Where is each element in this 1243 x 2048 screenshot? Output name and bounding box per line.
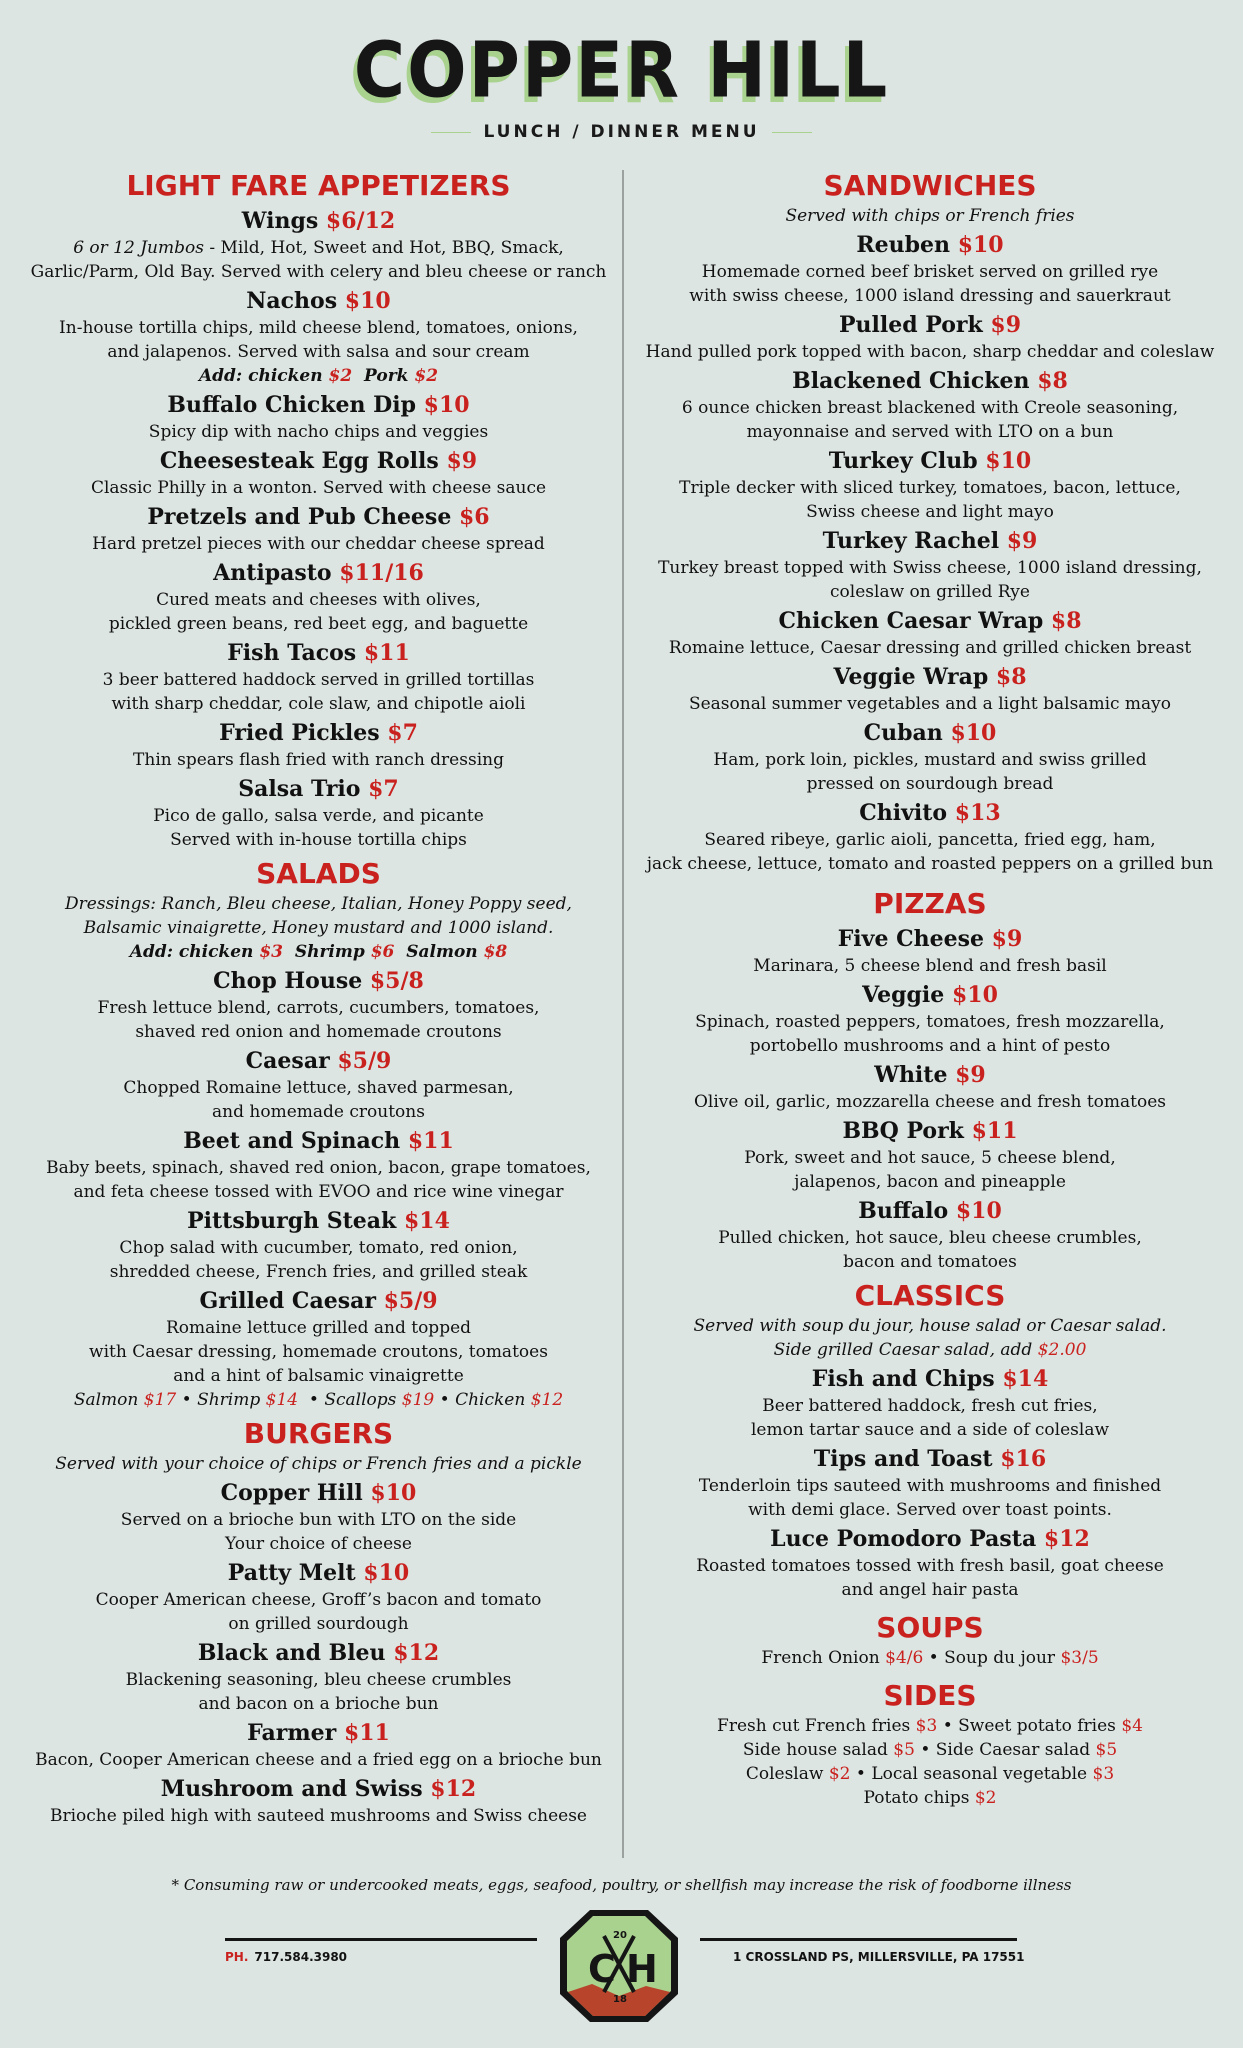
side-name: Local seasonal vegetable bbox=[871, 1764, 1088, 1784]
classics-note-text: Side grilled Caesar salad, add bbox=[773, 1340, 1033, 1360]
item-price: $13 bbox=[954, 800, 1001, 826]
item-name: Beet and Spinach bbox=[183, 1128, 401, 1154]
item-name: Fish Tacos bbox=[227, 640, 357, 666]
item-desc: Fresh lettuce blend, carrots, cucumbers, tomatoes, bbox=[97, 998, 540, 1018]
sides-row: Side house salad $5 • Side Caesar salad $5 bbox=[742, 1740, 1118, 1760]
item-desc: Spicy dip with nacho chips and veggies bbox=[148, 422, 489, 442]
item-price: $8 bbox=[1050, 608, 1082, 634]
item-desc: and homemade croutons bbox=[212, 1102, 425, 1122]
sandwiches-note: Served with chips or French fries bbox=[785, 206, 1075, 226]
item-name: Pretzels and Pub Cheese bbox=[147, 504, 452, 530]
item-desc: Served on a brioche bun with LTO on the side bbox=[120, 1510, 517, 1530]
menu-item-beet-and-spinach bbox=[30, 1126, 607, 1204]
sides-row bbox=[640, 1786, 1220, 1810]
item-desc: Chop salad with cucumber, tomato, red onion, bbox=[119, 1238, 518, 1258]
item-name: Patty Melt bbox=[227, 1560, 356, 1586]
item-desc: Turkey breast topped with Swiss cheese, 1000 island dressing, bbox=[658, 558, 1202, 578]
item-desc: and angel hair pasta bbox=[841, 1580, 1019, 1600]
item-price: $7 bbox=[368, 776, 399, 802]
menu-item-salsa-trio bbox=[30, 774, 607, 852]
item-name: Chop House bbox=[213, 968, 363, 994]
item-price: $10 bbox=[950, 720, 997, 746]
item-name: Copper Hill bbox=[220, 1480, 363, 1506]
menu-item-blackened-chicken bbox=[640, 366, 1220, 444]
item-price: $6/12 bbox=[325, 208, 396, 234]
salads-title: SALADS bbox=[256, 857, 381, 890]
sides-title: SIDES bbox=[883, 1679, 977, 1712]
menu-item-antipasto bbox=[30, 558, 607, 636]
item-price: $10 bbox=[957, 232, 1004, 258]
item-name: Buffalo Chicken Dip bbox=[167, 392, 416, 418]
item-desc: Blackening seasoning, bleu cheese crumbles bbox=[125, 1670, 512, 1690]
item-desc: portobello mushrooms and a hint of pesto bbox=[749, 1036, 1111, 1056]
addon-price: $6 bbox=[370, 942, 395, 962]
extra-price: $14 bbox=[265, 1390, 299, 1410]
item-name: Five Cheese bbox=[837, 926, 984, 952]
item-name: Buffalo bbox=[858, 1198, 949, 1224]
menu-item-fish-and-chips bbox=[640, 1364, 1220, 1442]
extra-price: $17 bbox=[143, 1390, 177, 1410]
menu-item-pulled-pork bbox=[640, 310, 1220, 364]
side-name: Fresh cut French fries bbox=[717, 1716, 911, 1736]
menu-footer bbox=[0, 1906, 1243, 2026]
side-price: $3 bbox=[915, 1716, 938, 1736]
item-desc: Seasonal summer vegetables and a light balsamic mayo bbox=[688, 694, 1172, 714]
menu-item-nachos bbox=[30, 286, 607, 388]
soups-list: French Onion $4/6 • Soup du jour $3/5 bbox=[761, 1648, 1099, 1668]
item-desc: jack cheese, lettuce, tomato and roasted peppers on a grilled bun bbox=[646, 854, 1214, 874]
item-name: Salsa Trio bbox=[238, 776, 361, 802]
classics-note: Served with soup du jour, house salad or Caesar salad. bbox=[693, 1316, 1167, 1336]
item-price: $12 bbox=[1043, 1526, 1090, 1552]
item-desc: Triple decker with sliced turkey, tomatoes, bacon, lettuce, bbox=[679, 478, 1181, 498]
item-desc: with Caesar dressing, homemade croutons, tomatoes bbox=[89, 1342, 548, 1362]
footer-rule-right bbox=[700, 1938, 1017, 1941]
item-price: $9 bbox=[990, 312, 1022, 338]
addon-label: Salmon bbox=[406, 942, 478, 962]
sandwiches-title: SANDWICHES bbox=[823, 169, 1037, 202]
item-price: $10 bbox=[344, 288, 391, 314]
item-desc: Marinara, 5 cheese blend and fresh basil bbox=[753, 956, 1107, 976]
addon-price: $2 bbox=[414, 366, 439, 386]
pizzas-title: PIZZAS bbox=[873, 887, 987, 920]
side-name: Side Caesar salad bbox=[935, 1740, 1091, 1760]
item-addons bbox=[30, 364, 607, 388]
menu-item-cuban bbox=[640, 718, 1220, 796]
item-price: $5/9 bbox=[337, 1048, 392, 1074]
item-desc: In-house tortilla chips, mild cheese blend, tomatoes, onions, bbox=[59, 318, 578, 338]
item-desc: and feta cheese tossed with EVOO and rice wine vinegar bbox=[73, 1182, 564, 1202]
item-name: Turkey Rachel bbox=[822, 528, 1000, 554]
item-price: $9 bbox=[1006, 528, 1038, 554]
menu-item-five-cheese bbox=[640, 924, 1220, 978]
menu-item-pretzels bbox=[30, 502, 607, 556]
item-name: Grilled Caesar bbox=[199, 1288, 376, 1314]
column-divider bbox=[622, 170, 624, 1858]
menu-item-buffalo-chicken-dip bbox=[30, 390, 607, 444]
item-name: White bbox=[874, 1062, 948, 1088]
crossed-clubs-badge-icon bbox=[552, 1906, 686, 2026]
menu-item-farmer bbox=[30, 1718, 607, 1772]
addon-price: $2 bbox=[328, 366, 353, 386]
menu-item-caesar bbox=[30, 1046, 607, 1124]
item-name: Fish and Chips bbox=[811, 1366, 995, 1392]
sides-row: Coleslaw $2 • Local seasonal vegetable $3 bbox=[745, 1764, 1115, 1784]
item-price: $12 bbox=[430, 1776, 477, 1802]
item-desc: pressed on sourdough bread bbox=[806, 774, 1054, 794]
item-desc: Spinach, roasted peppers, tomatoes, fresh mozzarella, bbox=[695, 1012, 1165, 1032]
item-desc: Ham, pork loin, pickles, mustard and swiss grilled bbox=[713, 750, 1147, 770]
item-price: $14 bbox=[1002, 1366, 1049, 1392]
item-desc: Romaine lettuce, Caesar dressing and grilled chicken breast bbox=[668, 638, 1192, 658]
menu-item-white-pizza bbox=[640, 1060, 1220, 1114]
menu-item-pittsburgh-steak bbox=[30, 1206, 607, 1284]
item-name: Antipasto bbox=[213, 560, 332, 586]
menu-item-patty-melt bbox=[30, 1558, 607, 1636]
item-name: Veggie Wrap bbox=[833, 664, 989, 690]
item-desc: Homemade corned beef brisket served on grilled rye bbox=[701, 262, 1159, 282]
classics-note bbox=[640, 1338, 1220, 1362]
item-desc: Tenderloin tips sauteed with mushrooms and finished bbox=[698, 1476, 1162, 1496]
item-desc: on grilled sourdough bbox=[228, 1614, 409, 1634]
salads-addons bbox=[30, 940, 607, 964]
extra-price: $19 bbox=[401, 1390, 435, 1410]
soup-price: $3/5 bbox=[1060, 1648, 1099, 1668]
item-name: Caesar bbox=[245, 1048, 330, 1074]
side-price: $2 bbox=[974, 1788, 997, 1808]
item-desc: 3 beer battered haddock served in grilled tortillas bbox=[102, 670, 535, 690]
item-desc: Beer battered haddock, fresh cut fries, bbox=[762, 1396, 1098, 1416]
subtitle-rule-left bbox=[431, 132, 471, 133]
menu-item-turkey-rachel bbox=[640, 526, 1220, 604]
item-name: Cheesesteak Egg Rolls bbox=[159, 448, 439, 474]
foodborne-disclaimer: * Consuming raw or undercooked meats, eggs, seafood, poultry, or shellfish may increase the risk of foodborne illness bbox=[171, 1876, 1072, 1894]
menu-item-reuben bbox=[640, 230, 1220, 308]
addon-label: Add: chicken bbox=[198, 366, 323, 386]
soups-title: SOUPS bbox=[876, 1611, 984, 1644]
menu-item-buffalo-pizza bbox=[640, 1196, 1220, 1274]
menu-item-mushroom-and-swiss bbox=[30, 1774, 607, 1828]
restaurant-logo-title: COPPER HILL bbox=[353, 24, 890, 116]
addon-price: $3 bbox=[259, 942, 283, 962]
badge-letter: C bbox=[588, 1947, 616, 1991]
item-desc: mayonnaise and served with LTO on a bun bbox=[746, 422, 1114, 442]
addon-price: $8 bbox=[483, 942, 508, 962]
menu-item-veggie-wrap bbox=[640, 662, 1220, 716]
menu-subtitle: LUNCH / DINNER MENU bbox=[483, 122, 760, 142]
extra-label: Chicken bbox=[455, 1390, 526, 1410]
burgers-note: Served with your choice of chips or French fries and a pickle bbox=[55, 1454, 582, 1474]
menu-item-copper-hill bbox=[30, 1478, 607, 1556]
badge-year: 20 bbox=[613, 1930, 627, 1941]
salads-note: Balsamic vinaigrette, Honey mustard and 1000 island. bbox=[83, 918, 554, 938]
addon-label: Add: chicken bbox=[129, 942, 254, 962]
item-price: $11 bbox=[407, 1128, 454, 1154]
item-name: BBQ Pork bbox=[842, 1118, 964, 1144]
sides-row: Fresh cut French fries $3 • Sweet potato fries $4 bbox=[717, 1716, 1143, 1736]
menu-item-bbq-pork-pizza bbox=[640, 1116, 1220, 1194]
item-price: $8 bbox=[1037, 368, 1068, 394]
side-name: Side house salad bbox=[742, 1740, 888, 1760]
item-name: Wings bbox=[241, 208, 319, 234]
menu-item-tips-and-toast bbox=[640, 1444, 1220, 1522]
phone-value: 717.584.3980 bbox=[254, 1950, 348, 1964]
item-price: $14 bbox=[403, 1208, 450, 1234]
menu-item-grilled-caesar bbox=[30, 1286, 607, 1412]
side-price: $5 bbox=[1095, 1740, 1118, 1760]
item-price: $10 bbox=[370, 1480, 417, 1506]
item-price: $6 bbox=[459, 504, 490, 530]
item-desc: pickled green beans, red beet egg, and baguette bbox=[108, 614, 529, 634]
item-desc: and a hint of balsamic vinaigrette bbox=[173, 1366, 464, 1386]
menu-item-chivito bbox=[640, 798, 1220, 876]
item-desc: Cooper American cheese, Groff’s bacon and tomato bbox=[95, 1590, 542, 1610]
right-column bbox=[640, 164, 1220, 1810]
item-name: Reuben bbox=[856, 232, 951, 258]
item-name: Cuban bbox=[863, 720, 943, 746]
item-desc: shredded cheese, French fries, and grilled steak bbox=[109, 1262, 528, 1282]
menu-header bbox=[0, 24, 1243, 142]
subtitle-row bbox=[0, 122, 1243, 142]
side-price: $2 bbox=[828, 1764, 851, 1784]
item-desc: Pico de gallo, salsa verde, and picante bbox=[153, 806, 484, 826]
item-price: $16 bbox=[1000, 1446, 1047, 1472]
menu-item-turkey-club bbox=[640, 446, 1220, 524]
extra-label: Shrimp bbox=[197, 1390, 261, 1410]
menu-item-black-and-bleu bbox=[30, 1638, 607, 1716]
item-price: $10 bbox=[951, 982, 998, 1008]
item-name: Tips and Toast bbox=[813, 1446, 993, 1472]
item-desc: Pork, sweet and hot sauce, 5 cheese blend, bbox=[744, 1148, 1116, 1168]
item-price: $5/9 bbox=[383, 1288, 438, 1314]
phone-label: PH. bbox=[225, 1950, 249, 1964]
item-desc: and jalapenos. Served with salsa and sour cream bbox=[107, 342, 530, 362]
item-desc: Served with in-house tortilla chips bbox=[170, 830, 467, 850]
item-desc: Thin spears flash fried with ranch dressing bbox=[133, 750, 504, 770]
item-desc: Brioche piled high with sauteed mushrooms and Swiss cheese bbox=[50, 1806, 587, 1826]
menu-item-luce-pomodoro-pasta bbox=[640, 1524, 1220, 1602]
side-price: $4 bbox=[1121, 1716, 1143, 1736]
item-desc: bacon and tomatoes bbox=[843, 1252, 1017, 1272]
item-price: $9 bbox=[446, 448, 478, 474]
item-price: $10 bbox=[955, 1198, 1002, 1224]
item-name: Nachos bbox=[246, 288, 338, 314]
item-name: Farmer bbox=[247, 1720, 337, 1746]
appetizers-title: LIGHT FARE APPETIZERS bbox=[126, 169, 511, 202]
item-desc: 6 ounce chicken breast blackened with Creole seasoning, bbox=[681, 398, 1179, 418]
footer-rule-left bbox=[225, 1938, 537, 1941]
item-price: $11/16 bbox=[339, 560, 424, 586]
item-name: Blackened Chicken bbox=[792, 368, 1030, 394]
badge-year: 18 bbox=[613, 1994, 627, 2005]
item-desc: and bacon on a brioche bun bbox=[198, 1694, 439, 1714]
item-desc: with swiss cheese, 1000 island dressing and sauerkraut bbox=[689, 286, 1171, 306]
item-price: $11 bbox=[971, 1118, 1018, 1144]
item-price: $5/8 bbox=[369, 968, 424, 994]
menu-item-chicken-caesar-wrap bbox=[640, 606, 1220, 660]
item-desc: coleslaw on grilled Rye bbox=[830, 582, 1030, 602]
salads-note: Dressings: Ranch, Bleu cheese, Italian, Honey Poppy seed, bbox=[65, 894, 572, 914]
side-name: Potato chips bbox=[863, 1788, 970, 1808]
item-name: Chicken Caesar Wrap bbox=[778, 608, 1044, 634]
item-desc: Seared ribeye, garlic aioli, pancetta, fried egg, ham, bbox=[704, 830, 1156, 850]
addon-label: Pork bbox=[364, 366, 409, 386]
badge-letter: H bbox=[626, 1947, 658, 1991]
classics-title: CLASSICS bbox=[854, 1279, 1006, 1312]
item-price: $8 bbox=[995, 664, 1027, 690]
item-desc: Pulled chicken, hot sauce, bleu cheese crumbles, bbox=[718, 1228, 1142, 1248]
item-desc: Olive oil, garlic, mozzarella cheese and fresh tomatoes bbox=[693, 1092, 1167, 1112]
item-protein-extras: Salmon $17 • Shrimp $14 • Scallops $19 • Chicken $12 bbox=[73, 1390, 564, 1410]
item-price: $11 bbox=[343, 1720, 390, 1746]
side-name: Sweet potato fries bbox=[958, 1716, 1116, 1736]
item-price: $11 bbox=[363, 640, 410, 666]
item-name: Fried Pickles bbox=[219, 720, 380, 746]
side-name: Coleslaw bbox=[745, 1764, 824, 1784]
menu-item-fish-tacos bbox=[30, 638, 607, 716]
item-desc: Hard pretzel pieces with our cheddar cheese spread bbox=[92, 534, 545, 554]
item-desc: with demi glace. Served over toast points. bbox=[748, 1500, 1112, 1520]
item-name: Mushroom and Swiss bbox=[160, 1776, 423, 1802]
item-price: $9 bbox=[991, 926, 1023, 952]
item-desc: Baby beets, spinach, shaved red onion, bacon, grape tomatoes, bbox=[46, 1158, 591, 1178]
subtitle-rule-right bbox=[772, 132, 812, 133]
item-name: Luce Pomodoro Pasta bbox=[770, 1526, 1037, 1552]
menu-item-cheesesteak-egg-rolls bbox=[30, 446, 607, 500]
menu-item-fried-pickles bbox=[30, 718, 607, 772]
item-name: Pittsburgh Steak bbox=[187, 1208, 397, 1234]
side-price: $5 bbox=[893, 1740, 915, 1760]
item-desc: Cured meats and cheeses with olives, bbox=[156, 590, 481, 610]
addon-label: Shrimp bbox=[294, 942, 365, 962]
extra-label: Scallops bbox=[324, 1390, 397, 1410]
item-desc: - Mild, Hot, Sweet and Hot, BBQ, Smack, bbox=[209, 238, 564, 258]
item-desc: Your choice of cheese bbox=[225, 1534, 412, 1554]
item-desc: Bacon, Cooper American cheese and a fried egg on a brioche bun bbox=[35, 1750, 602, 1770]
item-name: Turkey Club bbox=[828, 448, 978, 474]
menu-item-chop-house bbox=[30, 966, 607, 1044]
item-price: $12 bbox=[393, 1640, 440, 1666]
item-name: Black and Bleu bbox=[197, 1640, 386, 1666]
item-desc: Roasted tomatoes tossed with fresh basil, goat cheese bbox=[696, 1556, 1164, 1576]
item-desc: with sharp cheddar, cole slaw, and chipotle aioli bbox=[111, 694, 526, 714]
soup-name: French Onion bbox=[761, 1648, 880, 1668]
extra-label: Salmon bbox=[73, 1390, 139, 1410]
item-desc: jalapenos, bacon and pineapple bbox=[794, 1172, 1066, 1192]
item-name: Veggie bbox=[862, 982, 945, 1008]
item-desc: Chopped Romaine lettuce, shaved parmesan, bbox=[123, 1078, 514, 1098]
classics-note-price: $2.00 bbox=[1037, 1340, 1087, 1360]
soup-price: $4/6 bbox=[885, 1648, 924, 1668]
item-price: $9 bbox=[955, 1062, 986, 1088]
item-desc: shaved red onion and homemade croutons bbox=[135, 1022, 502, 1042]
item-price: $10 bbox=[985, 448, 1032, 474]
item-price: $10 bbox=[363, 1560, 410, 1586]
extra-price: $12 bbox=[530, 1390, 564, 1410]
item-name: Chivito bbox=[859, 800, 948, 826]
item-desc: Romaine lettuce grilled and topped bbox=[165, 1318, 472, 1338]
menu-item-veggie-pizza bbox=[640, 980, 1220, 1058]
item-desc: Classic Philly in a wonton. Served with cheese sauce bbox=[90, 478, 547, 498]
item-desc: lemon tartar sauce and a side of coleslaw bbox=[750, 1420, 1110, 1440]
soup-name: Soup du jour bbox=[944, 1648, 1056, 1668]
item-desc: Garlic/Parm, Old Bay. Served with celery and bleu cheese or ranch bbox=[30, 262, 607, 282]
item-desc: Swiss cheese and light mayo bbox=[806, 502, 1054, 522]
item-desc-lead: 6 or 12 Jumbos bbox=[73, 238, 204, 258]
restaurant-address: 1 CROSSLAND PS, MILLERSVILLE, PA 17551 bbox=[733, 1950, 1025, 1964]
side-price: $3 bbox=[1092, 1764, 1115, 1784]
item-price: $10 bbox=[423, 392, 470, 418]
left-column bbox=[30, 164, 607, 1828]
item-name: Pulled Pork bbox=[838, 312, 983, 338]
item-price: $7 bbox=[387, 720, 418, 746]
menu-item-wings bbox=[30, 206, 607, 284]
item-desc: Hand pulled pork topped with bacon, sharp cheddar and coleslaw bbox=[645, 342, 1215, 362]
phone-number bbox=[225, 1950, 347, 1964]
burgers-title: BURGERS bbox=[243, 1417, 394, 1450]
